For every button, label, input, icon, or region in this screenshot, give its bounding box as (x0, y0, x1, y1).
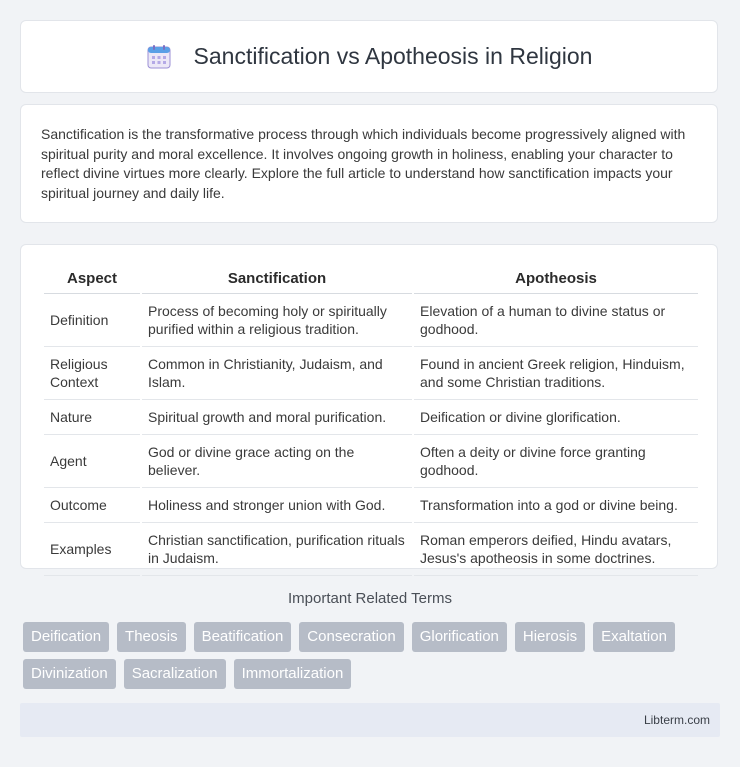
tag-deification[interactable]: Deification (23, 622, 109, 652)
tag-glorification[interactable]: Glorification (412, 622, 507, 652)
row-aspect: Agent (44, 435, 140, 488)
related-terms-list (23, 622, 723, 689)
tag-immortalization[interactable]: Immortalization (234, 659, 352, 689)
row-sanctification: Process of becoming holy or spiritually purified within a religious tradition. (142, 294, 412, 347)
intro-text: Sanctification is the transformative process through which individuals become progressively aligned with spiritual purity and moral excellence. It involves ongoing growth in holiness, enabling your character to reflect divine virtues more clearly. Explore the full article to understand how sanctification impacts your spiritual journey and daily life. (41, 126, 686, 201)
row-apotheosis: Transformation into a god or divine being. (414, 488, 698, 523)
footer-brand-link[interactable]: Libterm.com (643, 713, 710, 727)
header-card (20, 20, 718, 93)
calendar-icon (146, 44, 172, 70)
tag-beatification[interactable]: Beatification (194, 622, 292, 652)
comparison-table-card (20, 244, 718, 569)
row-apotheosis: Elevation of a human to divine status or godhood. (414, 294, 698, 347)
row-aspect: Examples (44, 523, 140, 576)
tag-exaltation[interactable]: Exaltation (593, 622, 675, 652)
page-title: Sanctification vs Apotheosis in Religion (193, 43, 593, 69)
row-apotheosis: Roman emperors deified, Hindu avatars, Jesus's apotheosis in some doctrines. (414, 523, 698, 576)
row-sanctification: Holiness and stronger union with God. (142, 488, 412, 523)
table-row (44, 523, 698, 576)
row-aspect: Outcome (44, 488, 140, 523)
row-aspect: Nature (44, 400, 140, 435)
table-row (44, 435, 698, 488)
comparison-table (42, 263, 700, 576)
table-row (44, 488, 698, 523)
table-row (44, 294, 698, 347)
tag-consecration[interactable]: Consecration (299, 622, 403, 652)
row-sanctification: God or divine grace acting on the believer. (142, 435, 412, 488)
column-header-sanctification: Sanctification (142, 263, 412, 294)
tag-divinization[interactable]: Divinization (23, 659, 116, 689)
tag-theosis[interactable]: Theosis (117, 622, 186, 652)
row-apotheosis: Found in ancient Greek religion, Hinduism, and some Christian traditions. (414, 347, 698, 400)
row-aspect: Definition (44, 294, 140, 347)
row-sanctification: Common in Christianity, Judaism, and Islam. (142, 347, 412, 400)
related-terms-title: Important Related Terms (288, 590, 452, 607)
tag-sacralization[interactable]: Sacralization (124, 659, 226, 689)
tag-hierosis[interactable]: Hierosis (515, 622, 585, 652)
table-header-row (44, 263, 698, 294)
table-row (44, 347, 698, 400)
row-aspect: Religious Context (44, 347, 140, 400)
column-header-aspect: Aspect (44, 263, 140, 294)
column-header-apotheosis: Apotheosis (414, 263, 698, 294)
row-sanctification: Spiritual growth and moral purification. (142, 400, 412, 435)
intro-card (20, 104, 718, 223)
footer (20, 703, 720, 737)
row-apotheosis: Often a deity or divine force granting godhood. (414, 435, 698, 488)
table-row (44, 400, 698, 435)
row-apotheosis: Deification or divine glorification. (414, 400, 698, 435)
row-sanctification: Christian sanctification, purification rituals in Judaism. (142, 523, 412, 576)
